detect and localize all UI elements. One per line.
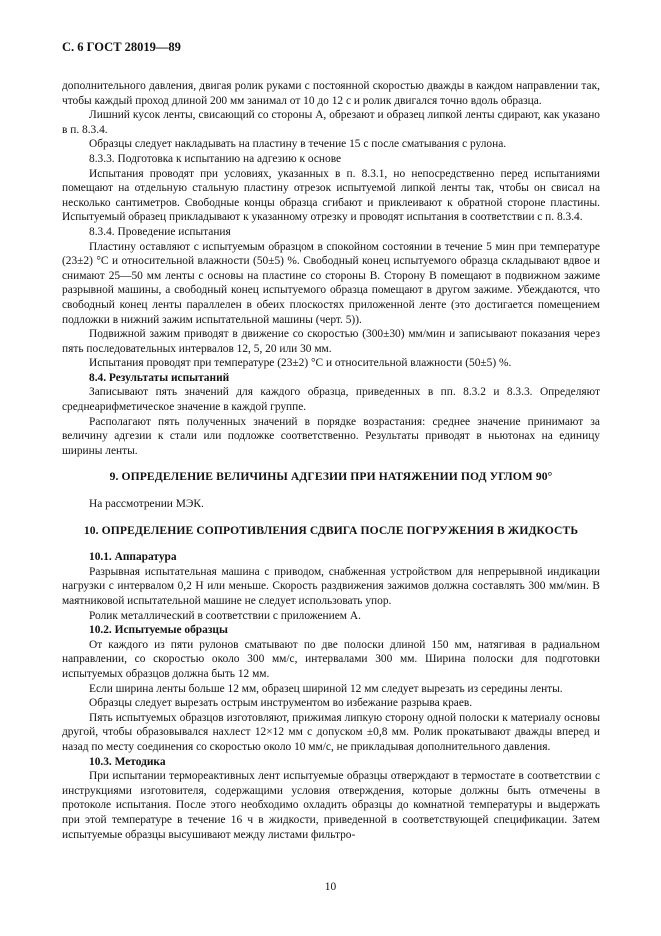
paragraph: Пластину оставляют с испытуемым образцом в спокойном состоянии в течение 5 мин при температуре (23±2) °С и относительной влажности (50±5) %. Свободный конец испытуемого образца складывают вдвое и снимают 25—50 мм ленты с основы на пластине со стороны В. Сторону В помещают в подвижном зажиме разрывной машины, а свободный конец испытуемого образца помещают в другом зажиме. Убеждаются, что свободный конец ленты параллелен в обеих плоскостях приложенной ленте (это достигается помещением подложки в нижний зажим испытательной машины (черт. 5)).: [62, 240, 600, 326]
subsection-heading: 10.3. Методика: [89, 755, 166, 768]
paragraph: Подвижной зажим приводят в движение со скоростью (300±30) мм/мин и записывают показания через пять последовательных интервалов 12, 5, 20 или 30 мм.: [62, 328, 600, 355]
subsection-heading: 10.1. Аппаратура: [89, 551, 177, 564]
paragraph: Располагают пять полученных значений в порядке возрастания: среднее значение принимают за величину адгезии к стали или подложке соответственно. Результаты приводят в ньютонах на единицу ширины ленты.: [62, 415, 600, 457]
paragraph: Пять испытуемых образцов изготовляют, прижимая липкую сторону одной полоски к материалу основы другой, чтобы образовывался нахлест 12×12 мм с допуском ±0,8 мм. Ролик прокатывают дважды вперед и назад по месту соединения со скоростью около 10 мм/с, не прикладывая дополнительного давления.: [62, 711, 600, 753]
paragraph: Образцы следует накладывать на пластину в течение 15 с после сматывания с рулона.: [89, 138, 507, 151]
paragraph: Ролик металлический в соответствии с приложением А.: [89, 609, 361, 622]
paragraph: Разрывная испытательная машина с приводом, снабженная устройством для непрерывной индикации нагрузки с интервалом 0,2 Н или меньше. Скорость раздвижения зажимов должна составлять 300 мм/мин. В маятниковой испытательной машине не следует использовать упор.: [62, 565, 600, 607]
paragraph: Записывают пять значений для каждого образца, приведенных в пп. 8.3.2 и 8.3.3. Определяют среднеарифметическое значение в каждой группе.: [62, 386, 600, 414]
paragraph: дополнительного давления, двигая ролик руками с постоянной скоростью дважды в каждом направлении так, чтобы каждый проход длиной 200 мм занимал от 10 до 12 с и ролик двигался точно вдоль образца.: [62, 80, 600, 107]
paragraph: Испытания проводят при температуре (23±2) °С и относительной влажности (50±5) %.: [89, 357, 512, 370]
page-body: [62, 79, 600, 842]
section-heading: 9. ОПРЕДЕЛЕНИЕ ВЕЛИЧИНЫ АДГЕЗИИ ПРИ НАТЯЖЕНИИ ПОД УГЛОМ 90°: [109, 470, 553, 484]
page-header: С. 6 ГОСТ 28019—89: [62, 40, 181, 54]
paragraph: Образцы следует вырезать острым инструментом во избежание разрыва краев.: [89, 697, 473, 710]
paragraph: От каждого из пяти рулонов сматывают по две полоски длиной 150 мм, натягивая в радиальном направлении, со скоростью около 300 мм/с, интервалами 300 мм. Ширина полоски для подготовки испытуемых образцов должна быть 12 мм.: [62, 638, 600, 680]
paragraph: Лишний кусок ленты, свисающий со стороны А, обрезают и образец липкой ленты сдирают, как указано в п. 8.3.4.: [62, 109, 600, 136]
subsection-heading: 8.3.4. Проведение испытания: [89, 225, 231, 238]
section-heading: 10. ОПРЕДЕЛЕНИЕ СОПРОТИВЛЕНИЯ СДВИГА ПОСЛЕ ПОГРУЖЕНИЯ В ЖИДКОСТЬ: [83, 523, 579, 537]
page-number: 10: [324, 881, 337, 893]
paragraph: Испытания проводят при условиях, указанных в п. 8.3.1, но непосредственно перед испытаниями помещают на отдельную стальную пластину отрезок испытуемой липкой ленты так, чтобы он свисал на несколько сантиметров. Свободные концы образца сгибают и приклеивают к обратной стороне пластины. Испытуемый образец прикладывают к указанному отрезку и проводят испытания в соответствии с п. 8.3.4.: [62, 167, 600, 224]
paragraph: При испытании термореактивных лент испытуемые образцы отверждают в термостате в соответствии с инструкциями изготовителя, содержащими условия отверждения, которые должны быть отмечены в протоколе испытания. После этого необходимо охладить образцы до комнатной температуры и выдержать при этой температуре в течение 16 ч в жидкости, приведенной в соответствующей спецификации. Затем испытуемые образцы высушивают между листами фильтро-: [62, 770, 600, 841]
subsection-heading: 8.4. Результаты испытаний: [89, 371, 230, 384]
subsection-heading: 10.2. Испытуемые образцы: [89, 624, 228, 637]
subsection-heading: 8.3.3. Подготовка к испытанию на адгезию к основе: [89, 152, 342, 165]
paragraph: Если ширина ленты больше 12 мм, образец шириной 12 мм следует вырезать из середины ленты.: [89, 682, 563, 695]
paragraph: На рассмотрении МЭК.: [89, 498, 204, 511]
